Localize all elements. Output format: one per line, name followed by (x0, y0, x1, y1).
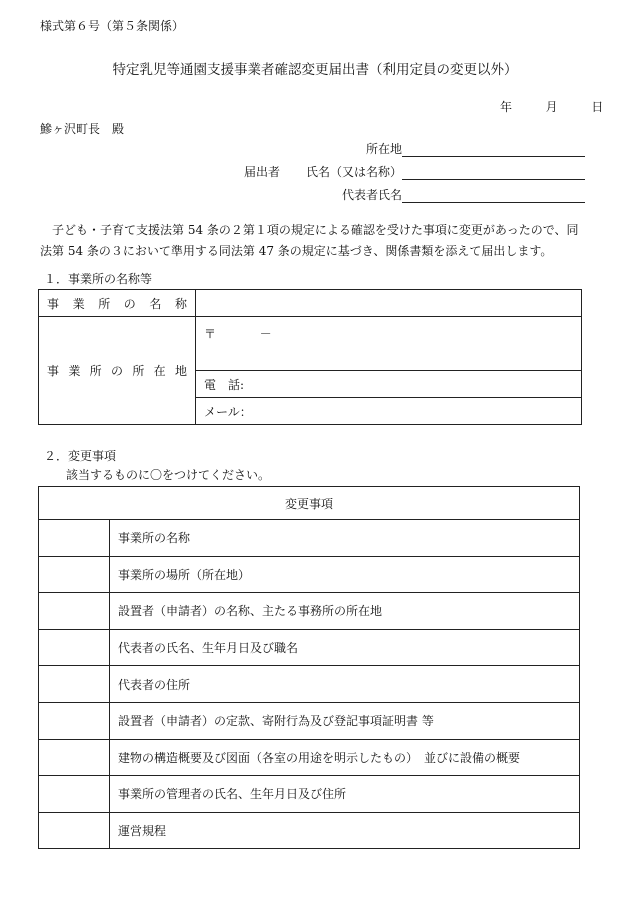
table-row (39, 739, 580, 776)
circle-mark-cell[interactable] (39, 739, 110, 776)
circle-mark-cell[interactable] (39, 556, 110, 593)
change-item-label: 設置者（申請者）の名称、主たる事務所の所在地 (110, 593, 580, 630)
change-items-table (38, 486, 580, 849)
change-item-label: 代表者の住所 (110, 666, 580, 703)
table-row (39, 702, 580, 739)
facility-info-table (38, 289, 582, 425)
phone-label: 電 話: (204, 377, 245, 392)
table-row (39, 629, 580, 666)
date-month-label: 月 (545, 100, 558, 114)
section2-heading: ２．変更事項 (44, 449, 117, 463)
circle-mark-cell[interactable] (39, 812, 110, 849)
section2-instruction: 該当するものに〇をつけてください。 (66, 468, 271, 482)
filer-name-field[interactable] (402, 166, 585, 180)
table-row (39, 776, 580, 813)
facility-address-field[interactable] (196, 317, 582, 371)
document-title: 特定乳児等通園支援事業者確認変更届出書（利用定員の変更以外） (112, 62, 518, 78)
filer-address-label: 所在地 (366, 142, 403, 156)
filer-representative-field[interactable] (402, 189, 585, 203)
change-item-label: 事業所の名称 (110, 520, 580, 557)
circle-mark-cell[interactable] (39, 702, 110, 739)
circle-mark-cell[interactable] (39, 666, 110, 703)
table-row (39, 666, 580, 703)
facility-email-field[interactable] (196, 398, 582, 425)
change-items-header: 変更事項 (39, 487, 580, 520)
facility-address-label-cell (39, 317, 196, 425)
change-item-label: 代表者の氏名、生年月日及び職名 (110, 629, 580, 666)
facility-name-label-cell (39, 290, 196, 317)
change-item-label: 建物の構造概要及び図面（各室の用途を明示したもの） 並びに設備の概要 (110, 739, 580, 776)
email-label: メール： (204, 404, 252, 419)
date-day-label: 日 (591, 100, 604, 114)
table-row (39, 520, 580, 557)
facility-phone-field[interactable] (196, 371, 582, 398)
change-item-label: 設置者（申請者）の定款、寄附行為及び登記事項証明書 等 (110, 702, 580, 739)
postal-mark: 〒 (204, 327, 217, 341)
date-line (500, 98, 603, 115)
postal-dash: － (259, 327, 272, 341)
form-number: 様式第６号（第５条関係） (40, 19, 185, 33)
facility-name-label: 事 業 所 の 名 称 (47, 296, 187, 311)
addressee: 鰺ヶ沢町長 殿 (40, 122, 125, 136)
filer-name-row (306, 163, 585, 180)
change-item-label: 運営規程 (110, 812, 580, 849)
circle-mark-cell[interactable] (39, 629, 110, 666)
facility-name-field[interactable] (196, 290, 582, 317)
filer-address-field[interactable] (402, 143, 585, 157)
change-item-label: 事業所の場所（所在地） (110, 556, 580, 593)
filer-label: 届出者 (244, 165, 281, 179)
circle-mark-cell[interactable] (39, 776, 110, 813)
circle-mark-cell[interactable] (39, 593, 110, 630)
section1-heading: １．事業所の名称等 (44, 272, 153, 286)
filer-name-label: 氏名（又は名称） (306, 165, 403, 179)
circle-mark-cell[interactable] (39, 520, 110, 557)
change-item-label: 事業所の管理者の氏名、生年月日及び住所 (110, 776, 580, 813)
table-row (39, 593, 580, 630)
table-row (39, 556, 580, 593)
filer-representative-label: 代表者氏名 (342, 188, 403, 202)
filer-address-row (366, 140, 585, 157)
body-statement: 子ども・子育て支援法第 54 条の２第１項の規定による確認を受けた事項に変更があったので、同法第 54 条の３において準用する同法第 47 条の規定に基づき、関係書類を添えて届出します。 (40, 223, 579, 258)
date-year-label: 年 (500, 100, 513, 114)
facility-address-label: 事 業 所 の 所 在 地 (47, 364, 187, 378)
filer-representative-row (342, 186, 585, 203)
table-row (39, 812, 580, 849)
